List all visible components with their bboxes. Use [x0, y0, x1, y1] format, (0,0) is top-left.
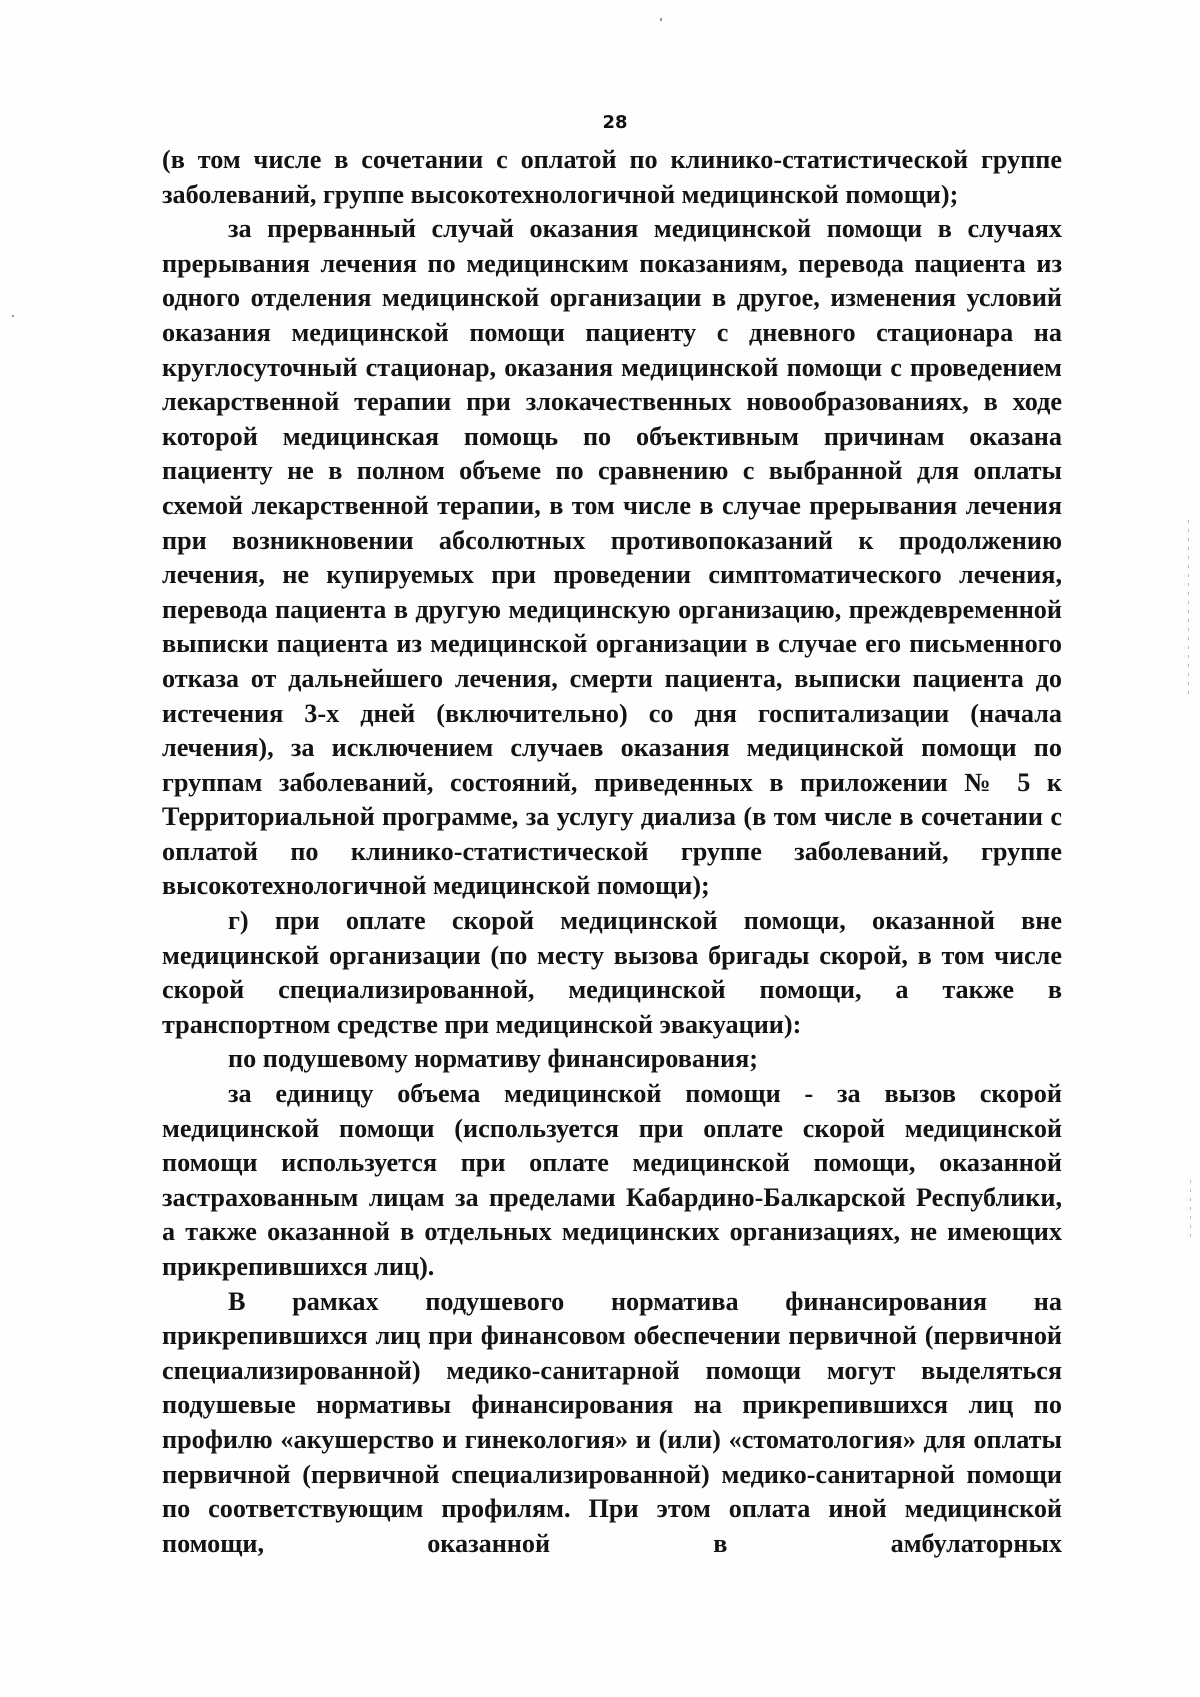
paragraph: за прерванный случай оказания медицинской помощи в случаях прерывания лечения по медицинским показаниям, перевода пациента из одного отделения медицинской организации в другое, изменения условий оказания медицинской помощи пациенту с дневного стационара на круглосуточный стационар, оказания медицинской помощи с проведением лекарственной терапии при злокачественных новообразованиях, в ходе которой медицинская помощь по объективным причинам оказана пациенту не в полном объеме по сравнению с выбранной для оплаты схемой лекарственной терапии, в том числе в случае прерывания лечения при возникновении абсолютных противопоказаний к продолжению лечения, не купируемых при проведении симптоматического лечения, перевода пациента в другую медицинскую организацию, преждевременной выписки пациента из медицинской организации в случае его письменного отказа от дальнейшего лечения, смерти пациента, выписки пациента до истечения 3-х дней (включительно) со дня госпитализации (начала лечения), за исключением случаев оказания медицинской помощи по группам заболеваний, состояний, приведенных в приложении № 5 к Территориальной программе, за услугу диализа (в том числе в сочетании с оплатой по клинико-статистической группе заболеваний, группе высокотехнологичной медицинской помощи);: [162, 214, 1062, 901]
scan-edge-mark: [1188, 520, 1189, 700]
paragraph: по подушевому нормативу финансирования;: [228, 1044, 759, 1074]
page-number: 28: [602, 112, 628, 133]
scan-speck: [660, 18, 662, 21]
paragraph: (в том числе в сочетании с оплатой по клинико-статистической группе заболеваний, группе высокотехнологичной медицинской помощи);: [162, 145, 1062, 209]
paragraph: г) при оплате скорой медицинской помощи, оказанной вне медицинской организации (по месту вызова бригады скорой, в том числе скорой специализированной, медицинской помощи, а также в транспортном средстве при медицинской эвакуации):: [162, 906, 1062, 1039]
paragraph: за единицу объема медицинской помощи - за вызов скорой медицинской помощи (используется при оплате скорой медицинской помощи используется при оплате медицинской помощи, оказанной застрахованным лицам за пределами Кабардино-Балкарской Республики, а также оказанной в отдельных медицинских организациях, не имеющих прикрепившихся лиц).: [162, 1079, 1062, 1281]
paragraph: В рамках подушевого норматива финансирования на прикрепившихся лиц при финансовом обеспечении первичной (первичной специализированной) медико-санитарной помощи могут выделяться подушевые нормативы финансирования на прикрепившихся лиц по профилю «акушерство и гинекология» и (или) «стоматология» для оплаты первичной (первичной специализированной) медико-санитарной помощи по соответствующим профилям. При этом оплата иной медицинской помощи, оказанной в амбулаторных: [162, 1286, 1062, 1558]
scan-speck: [12, 315, 14, 317]
document-body: [162, 143, 1062, 1561]
scan-edge-mark: [1190, 1180, 1191, 1240]
